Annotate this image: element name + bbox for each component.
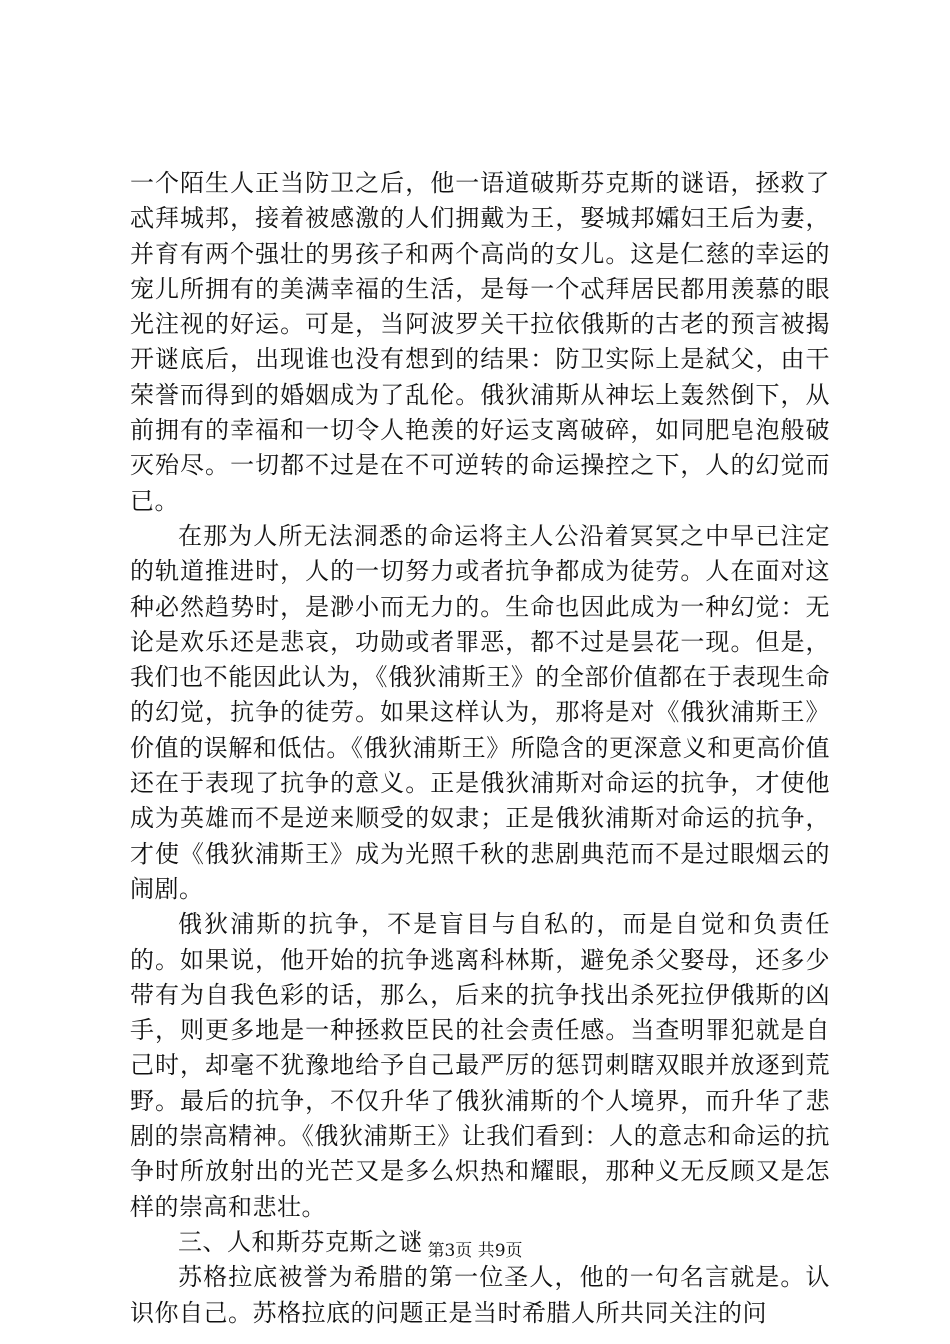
section-heading: 三、人和斯芬克斯之谜 xyxy=(178,1227,423,1256)
paragraph-2: 在那为人所无法洞悉的命运将主人公沿着冥冥之中早已注定的轨道推进时，人的一切努力或者抗争都成为徒劳。人在面对这种必然趋势时，是渺小而无力的。生命也因此成为一种幻觉：无论是欢乐还是悲哀，功勋或者罪恶，都不过是昙花一现。但是，我们也不能因此认为，《俄狄浦斯王》的全部价值都在于表现生命的幻觉，抗争的徒劳。如果这样认为，那将是对《俄狄浦斯王》价值的误解和低估。《俄狄浦斯王》所隐含的更深意义和更高价值还在于表现了抗争的意义。正是俄狄浦斯对命运的抗争，才使他成为英雄而不是逆来顺受的奴隶；正是俄狄浦斯对命运的抗争，才使《俄狄浦斯王》成为光照千秋的悲剧典范而不是过眼烟云的闹剧。 xyxy=(130,521,830,903)
page-number-footer: 第3页 共9页 xyxy=(427,1241,523,1261)
paragraph-4: 苏格拉底被誉为希腊的第一位圣人，他的一句名言就是。认识你自己。苏格拉底的问题正是当时希腊人所共同关注的问 xyxy=(130,1263,830,1327)
paragraph-1: 一个陌生人正当防卫之后，他一语道破斯芬克斯的谜语，拯救了忒拜城邦，接着被感激的人们拥戴为王，娶城邦孀妇王后为妻，并育有两个强壮的男孩子和两个高尚的女儿。这是仁慈的幸运的宠儿所拥有的美满幸福的生活，是每一个忒拜居民都用羡慕的眼光注视的好运。可是，当阿波罗关干拉依俄斯的古老的预言被揭开谜底后，出现谁也没有想到的结果：防卫实际上是弑父，由干荣誉而得到的婚姻成为了乱伦。俄狄浦斯从神坛上轰然倒下，从前拥有的幸福和一切令人艳羡的好运支离破碎，如同肥皂泡般破灭殆尽。一切都不过是在不可逆转的命运操控之下，人的幻觉而已。 xyxy=(130,169,830,515)
paragraph-3: 俄狄浦斯的抗争，不是盲目与自私的，而是自觉和负责任的。如果说，他开始的抗争逃离科林斯，避免杀父娶母，还多少带有为自我色彩的话，那么，后来的抗争找出杀死拉伊俄斯的凶手，则更多地是一种拯救臣民的社会责任感。当查明罪犯就是自己时，却毫不犹豫地给予自己最严厉的惩罚刺瞎双眼并放逐到荒野。最后的抗争，不仅升华了俄狄浦斯的个人境界，而升华了悲剧的崇高精神。《俄狄浦斯王》让我们看到：人的意志和命运的抗争时所放射出的光芒又是多么炽热和耀眼，那种义无反顾又是怎样的崇高和悲壮。 xyxy=(130,910,830,1221)
document-body xyxy=(130,166,830,1331)
